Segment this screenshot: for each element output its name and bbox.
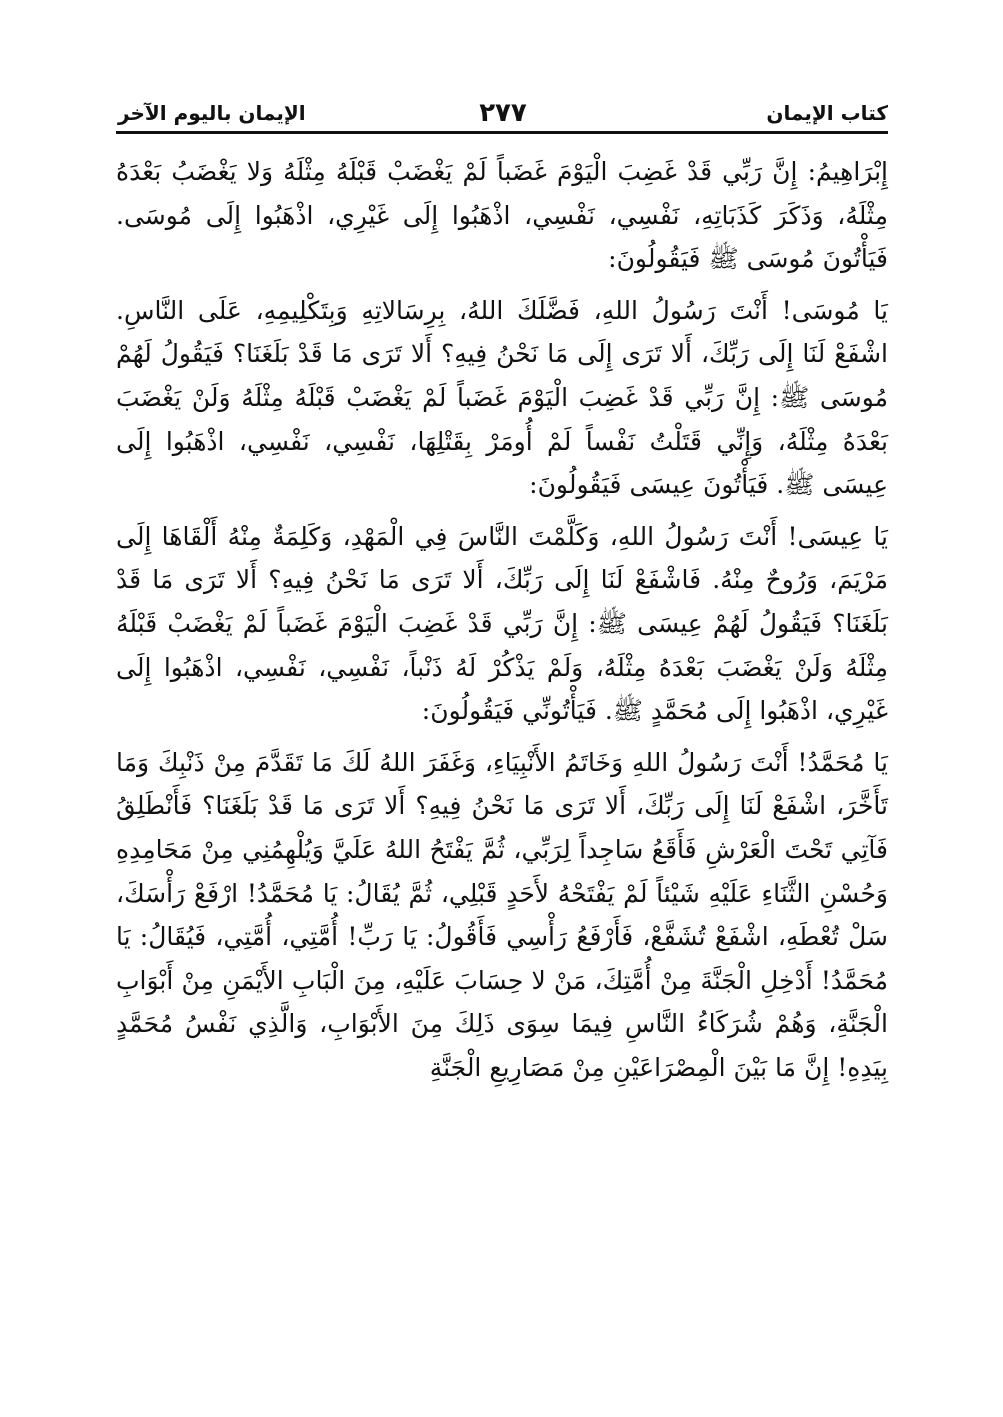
paragraph: يَا مُحَمَّدُ! أَنْتَ رَسُولُ اللهِ وَخَاتَمُ الأَنْبِيَاءِ، وَغَفَرَ اللهُ لَكَ مَا تَقَدَّمَ مِنْ ذَنْبِكَ وَمَا تَأَخَّرَ، اشْفَعْ لَنَا إِلَى رَبِّكَ، أَلا تَرَى مَا نَحْنُ فِيهِ؟ أَلا تَرَى مَا قَدْ بَلَغَنَا؟ فَأَنْطَلِقُ فَآتِي تَحْتَ الْعَرْشِ فَأَقَعُ سَاجِداً لِرَبِّي، ثُمَّ يَفْتَحُ اللهُ عَلَيَّ وَيُلْهِمُنِي مِنْ مَحَامِدِهِ وَحُسْنِ الثَّنَاءِ عَلَيْهِ شَيْئاً لَمْ يَفْتَحْهُ لأَحَدٍ قَبْلِي، ثُمَّ يُقَالُ: يَا مُحَمَّدُ! ارْفَعْ رَأْسَكَ، سَلْ تُعْطَهِ، اشْفَعْ تُشَفَّعْ، فَأَرْفَعُ رَأْسِي فَأَقُولُ: يَا رَبِّ! أُمَّتِي، أُمَّتِي، فَيُقَالُ: يَا مُحَمَّدُ! أَدْخِلِ الْجَنَّةَ مِنْ أُمَّتِكَ، مَنْ لا حِسَابَ عَلَيْهِ، مِنَ الْبَابِ الأَيْمَنِ مِنْ أَبْوَابِ الْجَنَّةِ، وَهُمْ شُرَكَاءُ النَّاسِ فِيمَا سِوَى ذَلِكَ مِنَ الأَبْوَابِ، وَالَّذِي نَفْسُ مُحَمَّدٍ بِيَدِهِ! إِنَّ مَا بَيْنَ الْمِصْرَاعَيْنِ مِنْ مَصَارِيعِ الْجَنَّةِ bbox=[116, 747, 888, 1082]
paragraph: يَا مُوسَى! أَنْتَ رَسُولُ اللهِ، فَضَّلَكَ اللهُ، بِرِسَالاتِهِ وَبِتَكْلِيمِهِ، عَلَى النَّاسِ. اشْفَعْ لَنَا إِلَى رَبِّكَ، أَلا تَرَى إِلَى مَا نَحْنُ فِيهِ؟ أَلا تَرَى مَا قَدْ بَلَغَنَا؟ فَيَقُولُ لَهُمْ مُوسَى ﷺ: إِنَّ رَبِّي قَدْ غَضِبَ الْيَوْمَ غَضَباً لَمْ يَغْضَبْ قَبْلَهُ مِثْلَهُ وَلَنْ يَغْضَبَ بَعْدَهُ مِثْلَهُ، وَإِنِّي قَتَلْتُ نَفْساً لَمْ أُومَرْ بِقَتْلِهَا، نَفْسِي، نَفْسِي، اذْهَبُوا إِلَى عِيسَى ﷺ. فَيَأْتُونَ عِيسَى فَيَقُولُونَ: bbox=[116, 295, 888, 500]
paragraph: إِبْرَاهِيمُ: إِنَّ رَبِّي قَدْ غَضِبَ الْيَوْمَ غَضَباً لَمْ يَغْضَبْ قَبْلَهُ مِثْلَهُ وَلا يَغْضَبُ بَعْدَهُ مِثْلَهُ، وَذَكَرَ كَذَبَاتِهِ، نَفْسِي، نَفْسِي، اذْهَبُوا إِلَى غَيْرِي، اذْهَبُوا إِلَى مُوسَى. فَيَأْتُونَ مُوسَى ﷺ فَيَقُولُونَ: bbox=[116, 157, 888, 274]
paragraph: يَا عِيسَى! أَنْتَ رَسُولُ اللهِ، وَكَلَّمْتَ النَّاسَ فِي الْمَهْدِ، وَكَلِمَةٌ مِنْهُ أَلْقَاهَا إِلَى مَرْيَمَ، وَرُوحٌ مِنْهُ. فَاشْفَعْ لَنَا إِلَى رَبِّكَ، أَلا تَرَى مَا نَحْنُ فِيهِ؟ أَلا تَرَى مَا قَدْ بَلَغَنَا؟ فَيَقُولُ لَهُمْ عِيسَى ﷺ: إِنَّ رَبِّي قَدْ غَضِبَ الْيَوْمَ غَضَباً لَمْ يَغْضَبْ قَبْلَهُ مِثْلَهُ وَلَنْ يَغْضَبَ بَعْدَهُ مِثْلَهُ، وَلَمْ يَذْكُرْ لَهُ ذَنْباً، نَفْسِي، نَفْسِي، اذْهَبُوا إِلَى غَيْرِي، اذْهَبُوا إِلَى مُحَمَّدٍ ﷺ. فَيَأْتُونِّي فَيَقُولُونَ: bbox=[116, 521, 888, 726]
page-number: ٢٧٧ bbox=[479, 98, 527, 128]
header-divider bbox=[116, 131, 888, 134]
chapter-title: الإيمان باليوم الآخر bbox=[118, 101, 306, 125]
page-header bbox=[118, 98, 888, 132]
page-body bbox=[116, 150, 888, 1097]
book-title: كتاب الإيمان bbox=[766, 101, 888, 125]
